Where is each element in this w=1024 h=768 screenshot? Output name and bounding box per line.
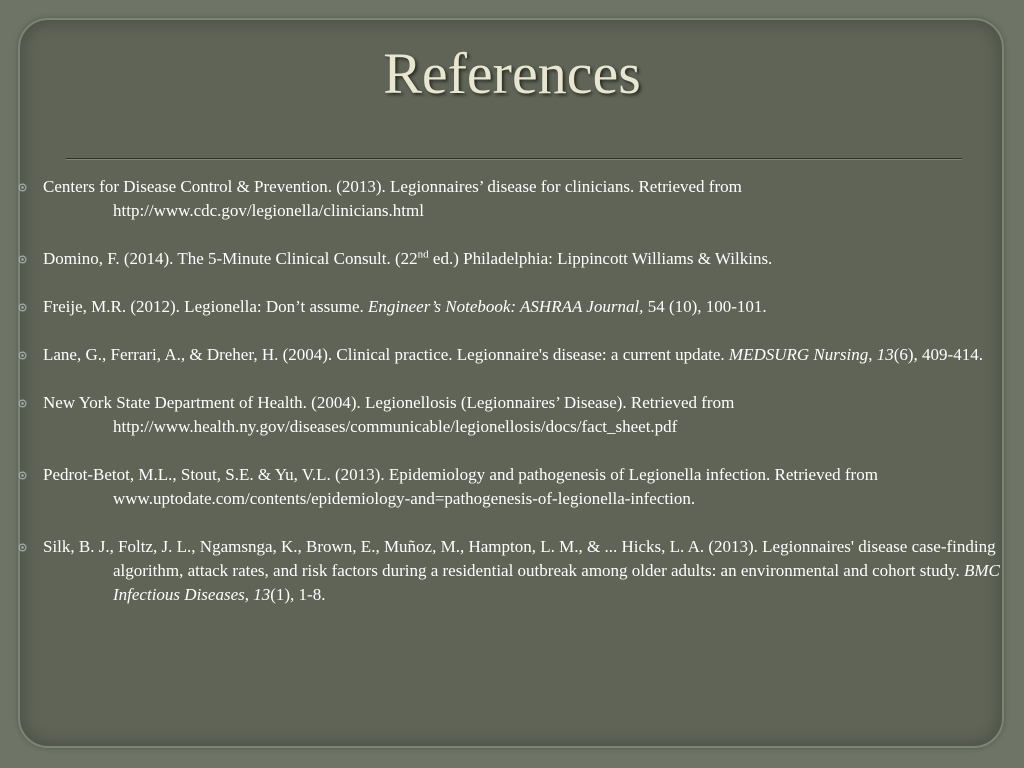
reference-text: nd: [417, 248, 429, 261]
reference-item: [0, 343, 1024, 367]
circle-bullet-icon: [18, 351, 27, 360]
title-divider: [66, 158, 962, 160]
reference-text: 13: [253, 585, 271, 604]
reference-text: Domino, F. (2014). The 5-Minute Clinical Consult. (22: [43, 249, 418, 268]
reference-item: [0, 463, 1024, 511]
reference-text: (1), 1-8.: [270, 585, 326, 604]
reference-text: Lane, G., Ferrari, A., & Dreher, H. (2004). Clinical practice. Legionnaire's disease: a current update.: [43, 345, 729, 364]
reference-text: ed.) Philadelphia: Lippincott Williams & Wilkins.: [428, 249, 773, 268]
reference-text: (6), 409-414.: [893, 345, 983, 364]
reference-list: [0, 175, 1024, 631]
reference-text: New York State Department of Health. (2004). Legionellosis (Legionnaires’ Disease). Retrieved from http://www.health.ny.gov/diseases/communicable/legionellosis/docs/fact_sheet.pdf: [43, 393, 735, 436]
reference-text: MEDSURG Nursing: [728, 345, 869, 364]
reference-item: [0, 391, 1024, 439]
circle-bullet-icon: [18, 183, 27, 192]
circle-bullet-icon: [18, 543, 27, 552]
reference-item: [0, 295, 1024, 319]
slide-title: References: [383, 41, 641, 106]
reference-text: 54 (10), 100-101.: [643, 297, 767, 316]
reference-text: ,: [244, 585, 254, 604]
reference-text: Freije, M.R. (2012). Legionella: Don’t assume.: [43, 297, 368, 316]
reference-item: [0, 175, 1024, 223]
reference-item: [0, 535, 1024, 607]
reference-text: BMC Infectious Diseases: [113, 561, 1000, 604]
circle-bullet-icon: [18, 471, 27, 480]
reference-text: Pedrot-Betot, M.L., Stout, S.E. & Yu, V.L. (2013). Epidemiology and pathogenesis of Legionella infection. Retrieved from www.uptodate.com/contents/epidemiology-and=pathogenesis-of-legionella-infection.: [43, 465, 878, 508]
circle-bullet-icon: [18, 255, 27, 264]
reference-text: Centers for Disease Control & Prevention. (2013). Legionnaires’ disease for clinicians. Retrieved from http://www.cdc.gov/legionella/clinicians.html: [43, 177, 742, 220]
reference-text: ,: [868, 345, 877, 364]
reference-text: Engineer’s Notebook: ASHRAA Journal,: [368, 297, 644, 316]
reference-text: Silk, B. J., Foltz, J. L., Ngamsnga, K., Brown, E., Muñoz, M., Hampton, L. M., & ... Hicks, L. A. (2013). Legionnaires' disease case-finding algorithm, attack rates, and risk factors during a residential outbreak among older adults: an environmental and cohort study.: [43, 537, 996, 580]
circle-bullet-icon: [18, 399, 27, 408]
circle-bullet-icon: [18, 303, 27, 312]
reference-item: [0, 247, 1024, 271]
reference-text: 13: [876, 345, 894, 364]
